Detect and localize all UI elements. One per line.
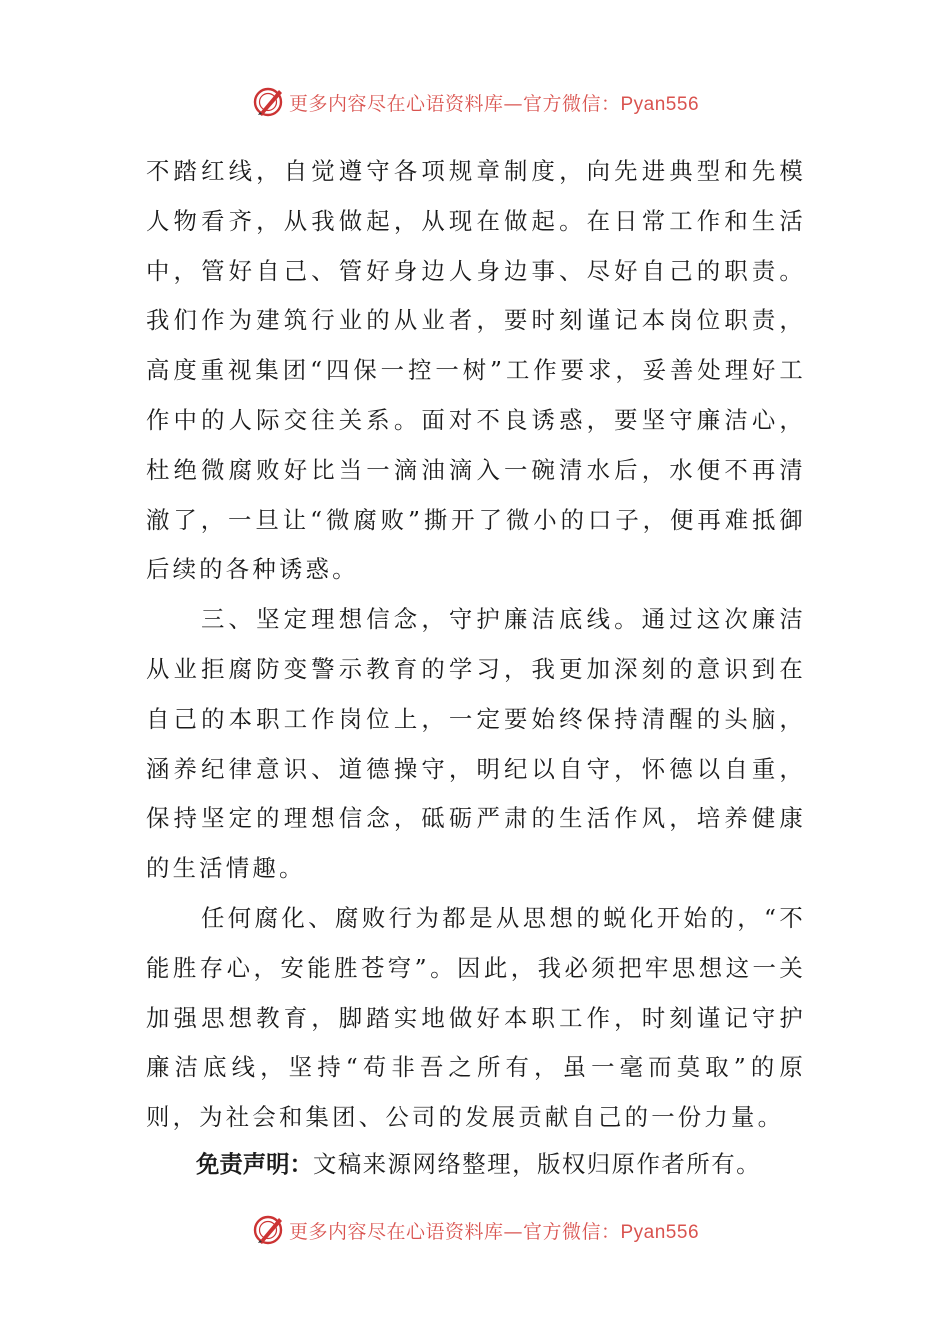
paragraph-2: 三、坚定理想信念，守护廉洁底线。通过这次廉洁从业拒腐防变警示教育的学习，我更加深刻的意识到在自己的本职工作岗位上，一定要始终保持清醒的头脑，涵养纪律意识、道德操守，明纪以自守，怀德以自重，保持坚定的理想信念，砥砺严肃的生活作风，培养健康的生活情趣。 xyxy=(146,605,806,883)
pen-seal-logo-icon xyxy=(251,85,285,119)
header-banner xyxy=(0,80,950,124)
paragraph-1: 不踏红线，自觉遵守各项规章制度，向先进典型和先模人物看齐，从我做起，从现在做起。在日常工作和生活中，管好自己、管好身边人身边事、尽好自己的职责。我们作为建筑行业的从业者，要时刻谨记本岗位职责，高度重视集团“四保一控一树”工作要求，妥善处理好工作中的人际交往关系。面对不良诱惑，要坚守廉洁心，杜绝微腐败好比当一滴油滴入一碗清水后，水便不再清澈了，一旦让“微腐败”撕开了微小的口子，便再难抵御后续的各种诱惑。 xyxy=(146,157,806,584)
wechat-id: Pyan556 xyxy=(620,1221,700,1243)
banner-text xyxy=(289,1217,699,1244)
disclaimer-label: 免责声明： xyxy=(196,1150,313,1178)
disclaimer xyxy=(196,1144,836,1184)
wechat-id: Pyan556 xyxy=(620,93,700,115)
disclaimer-text: 文稿来源网络整理，版权归原作者所有。 xyxy=(312,1150,761,1178)
banner-slogan: 更多内容尽在心语资料库—官方微信： xyxy=(288,92,621,115)
pen-seal-logo-icon xyxy=(251,1213,285,1247)
banner-text xyxy=(289,89,699,116)
footer-banner xyxy=(0,1208,950,1252)
paragraph-3: 任何腐化、腐败行为都是从思想的蜕化开始的，“不能胜存心，安能胜苍穹”。因此，我必须把牢思想这一关加强思想教育，脚踏实地做好本职工作，时刻谨记守护廉洁底线，坚持“苟非吾之所有，虽一毫而莫取”的原则，为社会和集团、公司的发展贡献自己的一份力量。 xyxy=(146,903,806,1132)
document-body xyxy=(146,147,806,1143)
banner-slogan: 更多内容尽在心语资料库—官方微信： xyxy=(288,1220,621,1243)
